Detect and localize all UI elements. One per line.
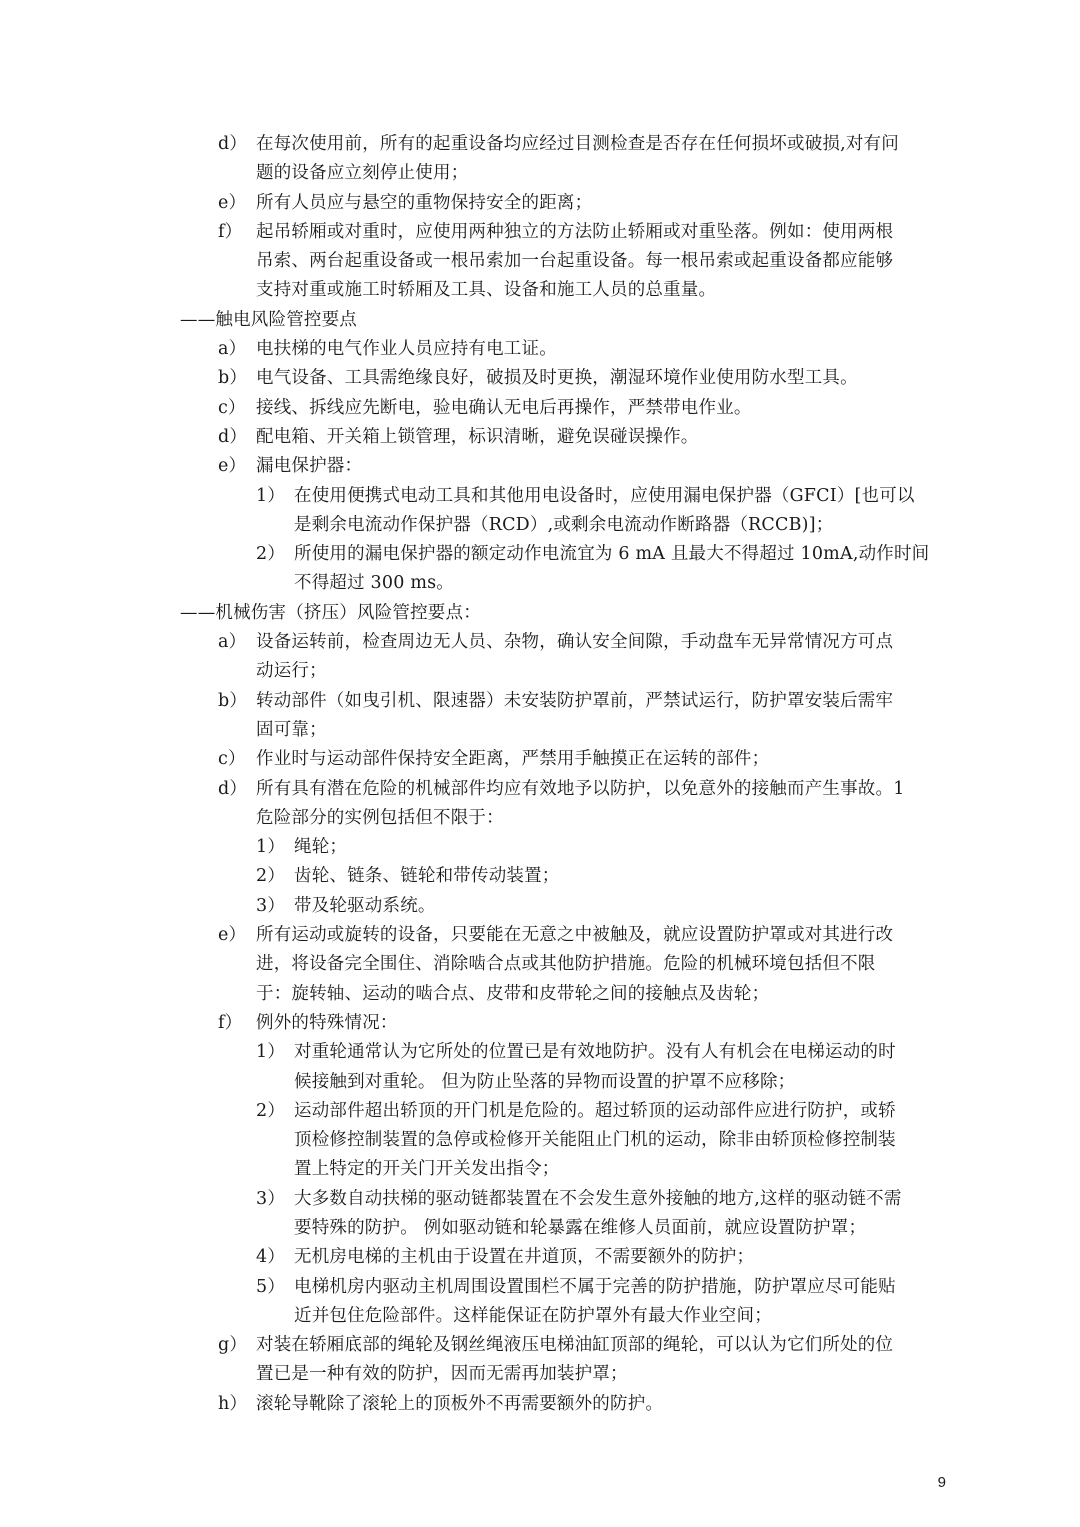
line-text: 所有人员应与悬空的重物保持安全的距离； [256,192,593,213]
sub-list-item [176,1243,966,1272]
line-text: 设备运转前，检查周边无人员、杂物，确认安全间隙，手动盘车无异常情况方可点 [256,632,894,653]
line-text: 置上特定的开关门开关发出指令； [294,1159,560,1180]
line-text: 作业时与运动部件保持安全距离，严禁用手触摸正在运转的部件； [256,749,770,770]
line-text: 对装在轿厢底部的绳轮及钢丝绳液压电梯油缸顶部的绳轮，可以认为它们所处的位 [256,1335,894,1356]
list-marker: 3） [256,1188,286,1209]
list-item [176,775,966,804]
list-item [176,921,966,950]
list-item [176,687,966,716]
list-item [176,1331,966,1360]
list-marker: d） [218,778,248,799]
sub-list-item [176,1097,966,1126]
line-text: 近并包住危险部件。这样能保证在防护罩外有最大作业空间； [294,1305,772,1326]
list-marker: 5） [256,1276,286,1297]
list-marker: 3） [256,895,286,916]
list-marker: 2） [256,1100,286,1121]
list-marker: c） [218,749,246,770]
line-text: 例外的特殊情况： [256,1012,398,1033]
list-marker: 1） [256,485,286,506]
line-text: 不得超过 300 ms。 [294,573,455,594]
list-marker: f） [218,221,243,242]
sub-list-item [176,482,966,511]
list-item-continuation [176,804,966,833]
sub-list-item-continuation [176,1155,966,1184]
line-text: 电梯机房内驱动主机周围设置围栏不属于完善的防护措施，防护罩应尽可能贴 [294,1276,896,1297]
page-number: 9 [937,1474,946,1491]
line-text: 动运行； [256,661,327,682]
line-text: 电气设备、工具需绝缘良好，破损及时更换，潮湿环境作业使用防水型工具。 [256,368,858,389]
sub-list-item [176,540,966,569]
document-body [176,130,966,1419]
sub-list-item-continuation [176,1214,966,1243]
list-marker: e） [218,925,247,946]
list-item [176,218,966,247]
line-text: 运动部件超出轿顶的开门机是危险的。超过轿顶的运动部件应进行防护，或轿 [294,1100,896,1121]
list-item [176,335,966,364]
section-heading [176,599,966,628]
list-marker: d） [218,426,248,447]
list-marker: b） [218,690,248,711]
line-text: 要特殊的防护。 例如驱动链和轮暴露在维修人员面前，就应设置防护罩； [294,1217,867,1238]
list-item-continuation [176,716,966,745]
list-marker: f） [218,1012,243,1033]
sub-list-item-continuation [176,1302,966,1331]
list-marker: a） [218,339,247,360]
list-marker: e） [218,192,247,213]
list-item-continuation [176,950,966,979]
list-marker: a） [218,632,247,653]
line-text: 漏电保护器： [256,456,363,477]
sub-list-item-continuation [176,1068,966,1097]
line-text: 支持对重或施工时轿厢及工具、设备和施工人员的总重量。 [256,280,717,301]
line-text: 配电箱、开关箱上锁管理，标识清晰，避免误碰误操作。 [256,426,699,447]
sub-list-item-continuation [176,569,966,598]
list-item-continuation [176,980,966,1009]
line-text: 大多数自动扶梯的驱动链都装置在不会发生意外接触的地方,这样的驱动链不需 [294,1188,902,1209]
list-marker: 1） [256,1042,286,1063]
sub-list-item [176,862,966,891]
list-item [176,423,966,452]
line-text: 所使用的漏电保护器的额定动作电流宜为 6 mA 且最大不得超过 10mA,动作时间 [294,544,930,565]
list-marker: b） [218,368,248,389]
list-item [176,745,966,774]
list-marker: e） [218,456,247,477]
sub-list-item-continuation [176,511,966,540]
line-text: 在每次使用前，所有的起重设备均应经过目测检查是否存在任何损坏或破损,对有问 [256,134,899,154]
list-marker: 1） [256,837,286,858]
list-marker: d） [218,134,248,154]
line-text: 是剩余电流动作保护器（RCD）,或剩余电流动作断路器（RCCB)]； [294,514,834,535]
line-text: 题的设备应立刻停止使用； [256,163,469,184]
line-text: 滚轮导靴除了滚轮上的顶板外不再需要额外的防护。 [256,1393,664,1414]
line-text: 在使用便携式电动工具和其他用电设备时，应使用漏电保护器（GFCI）[也可以 [294,485,915,506]
line-text: 所有运动或旋转的设备，只要能在无意之中被触及，就应设置防护罩或对其进行改 [256,925,894,946]
list-item [176,628,966,657]
line-text: 所有具有潜在危险的机械部件均应有效地予以防护，以免意外的接触而产生事故。1 [256,778,905,799]
line-text: 固可靠； [256,719,327,740]
line-text: 起吊轿厢或对重时，应使用两种独立的方法防止轿厢或对重坠落。例如：使用两根 [256,221,894,242]
list-item [176,452,966,481]
line-text: 进，将设备完全围住、消除啮合点或其他防护措施。危险的机械环境包括但不限 [256,954,876,975]
sub-list-item [176,892,966,921]
line-text: 接线、拆线应先断电，验电确认无电后再操作，严禁带电作业。 [256,397,752,418]
list-item [176,130,966,159]
line-text: 置已是一种有效的防护，因而无需再加装护罩； [256,1364,628,1385]
line-text: 对重轮通常认为它所处的位置已是有效地防护。没有人有机会在电梯运动的时 [294,1042,896,1063]
list-item-continuation [176,276,966,305]
list-marker: 2） [256,866,286,887]
line-text: 无机房电梯的主机由于设置在井道顶，不需要额外的防护； [294,1247,755,1268]
line-text: ——机械伤害（挤压）风险管控要点： [180,602,481,623]
line-text: ——触电风险管控要点 [180,309,357,330]
line-text: 转动部件（如曳引机、限速器）未安装防护罩前，严禁试运行，防护罩安装后需牢 [256,690,894,711]
line-text: 于：旋转轴、运动的啮合点、皮带和皮带轮之间的接触点及齿轮； [256,983,770,1004]
line-text: 带及轮驱动系统。 [294,895,436,916]
list-marker: g） [218,1335,248,1356]
line-text: 绳轮； [294,837,348,858]
line-text: 齿轮、链条、链轮和带传动装置； [294,866,560,887]
list-marker: 2） [256,544,286,565]
sub-list-item [176,1185,966,1214]
list-item-continuation [176,247,966,276]
sub-list-item [176,833,966,862]
sub-list-item [176,1273,966,1302]
list-item-continuation [176,1360,966,1389]
list-item [176,1009,966,1038]
sub-list-item-continuation [176,1126,966,1155]
sub-list-item [176,1038,966,1067]
line-text: 电扶梯的电气作业人员应持有电工证。 [256,339,557,360]
section-heading [176,306,966,335]
line-text: 顶检修控制装置的急停或检修开关能阻止门机的运动，除非由轿顶检修控制装 [294,1130,896,1151]
list-item-continuation [176,159,966,188]
line-text: 危险部分的实例包括但不限于： [256,807,504,828]
list-item [176,189,966,218]
line-text: 候接触到对重轮。 但为防止坠落的异物而设置的护罩不应移除； [294,1071,796,1092]
list-marker: 4） [256,1247,286,1268]
line-text: 吊索、两台起重设备或一根吊索加一台起重设备。每一根吊索或起重设备都应能够 [256,251,894,272]
list-marker: c） [218,397,246,418]
list-item [176,394,966,423]
list-marker: h） [218,1393,248,1414]
list-item-continuation [176,657,966,686]
list-item [176,1390,966,1419]
list-item [176,364,966,393]
